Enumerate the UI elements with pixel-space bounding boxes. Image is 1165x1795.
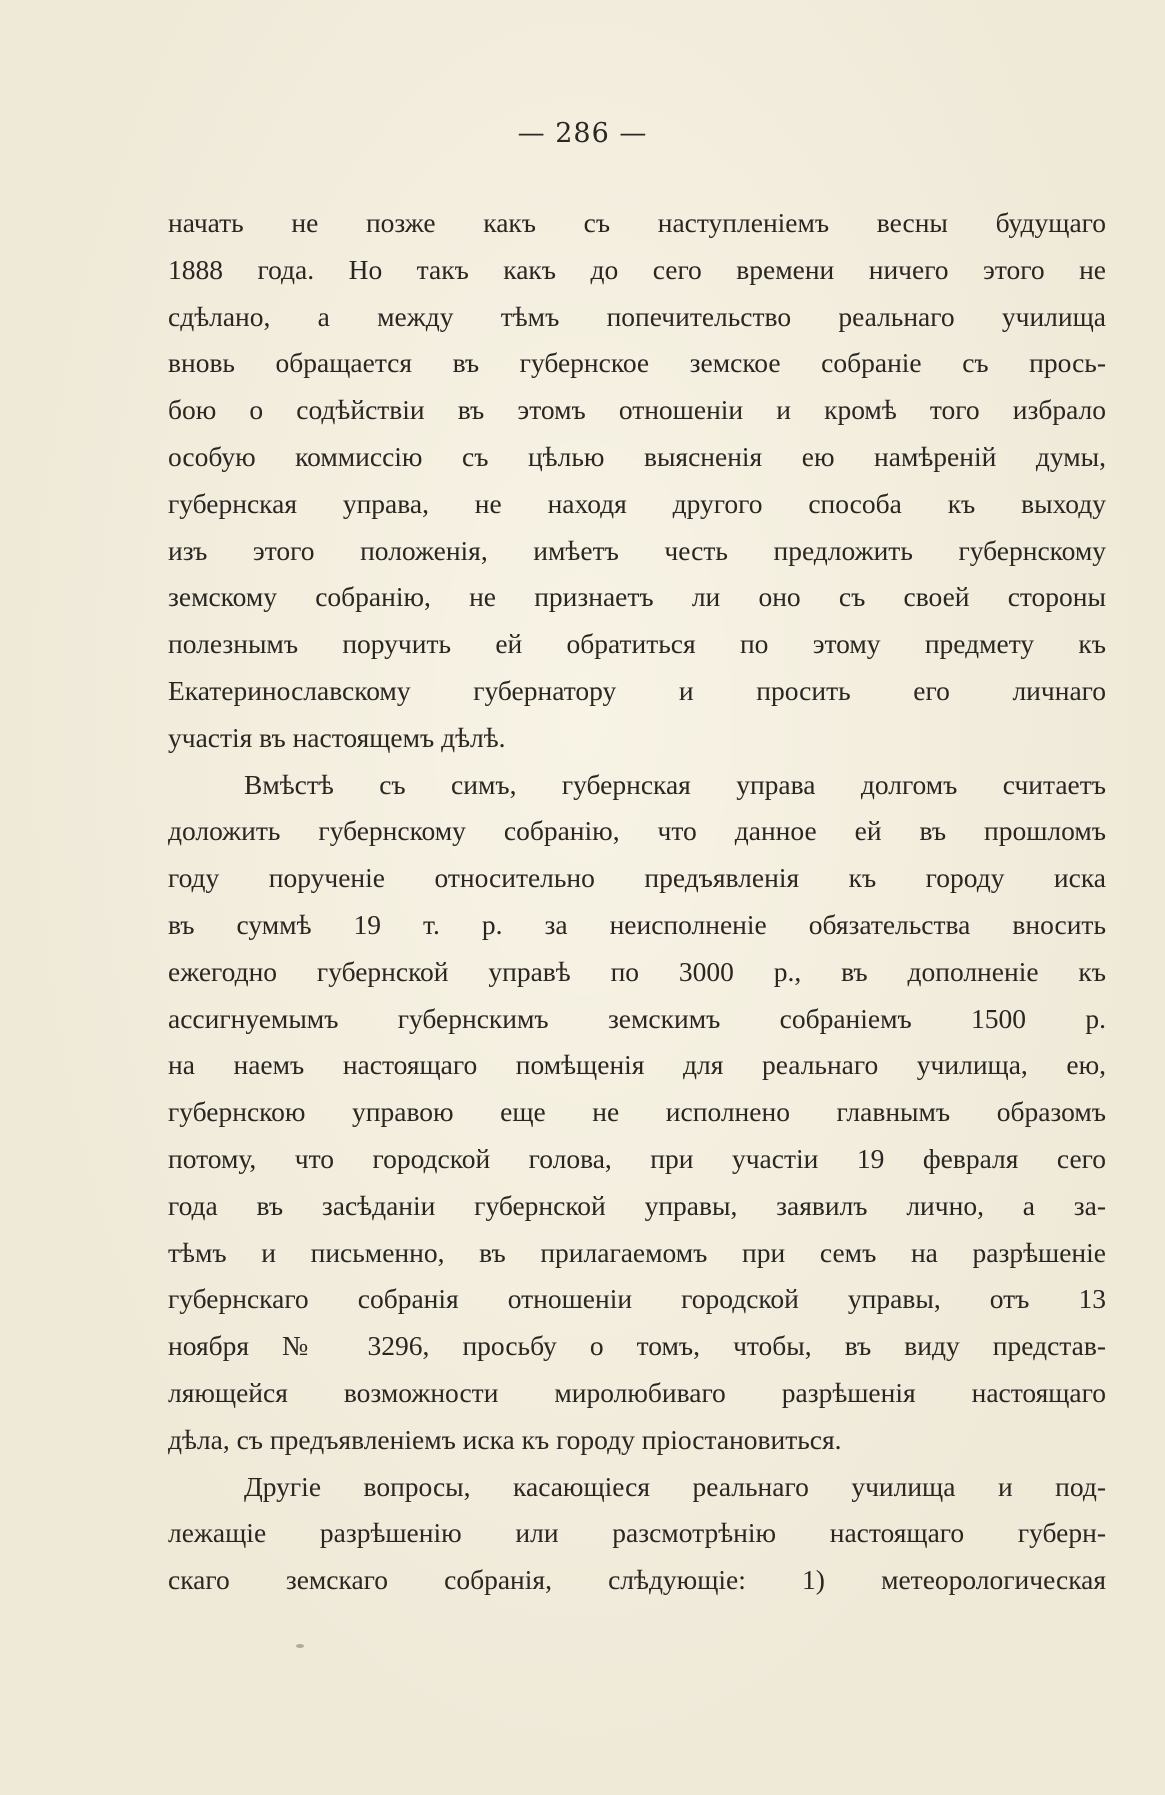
text-line: участія въ настоящемъ дѣлѣ. [168, 721, 506, 753]
text-line: земскому собранію, не признаетъ ли оно съ своей стороны [168, 581, 1106, 613]
text-line: губернская управа, не находя другого способа къ выходу [168, 487, 1106, 519]
text-line: тѣмъ и письменно, въ прилагаемомъ при семъ на разрѣшеніе [168, 1236, 1106, 1268]
text-line: потому, что городской голова, при участіи 19 февраля сего [168, 1142, 1106, 1174]
text-line: ежегодно губернской управѣ по 3000 р., въ дополненіе къ [168, 955, 1106, 987]
text-line: дѣла, съ предъявленіемъ иска къ городу пріостановиться. [168, 1423, 842, 1455]
text-line: особую коммиссію съ цѣлью выясненія ею намѣреній думы, [168, 440, 1106, 472]
text-line: вновь обращается въ губернское земское собраніе съ прось- [168, 347, 1106, 379]
text-line: лежащіе разрѣшенію или разсмотрѣнію настоящаго губерн- [168, 1517, 1106, 1549]
text-line: скаго земскаго собранія, слѣдующіе: 1) метеорологическая [168, 1564, 1106, 1596]
body-text [168, 200, 1106, 1604]
paragraph-start-line: Вмѣстѣ съ симъ, губернская управа долгомъ считаетъ [244, 768, 1106, 800]
text-line: ноября № 3296, просьбу о томъ, чтобы, въ виду представ- [168, 1330, 1106, 1362]
text-line: бою о содѣйствіи въ этомъ отношеніи и кромѣ того избрало [168, 394, 1106, 426]
text-line: начать не позже какъ съ наступленіемъ весны будущаго [168, 207, 1106, 238]
text-line: въ суммѣ 19 т. р. за неисполненіе обязательства вносить [168, 908, 1106, 940]
ink-speck [296, 1644, 304, 1648]
text-line: доложить губернскому собранію, что данное ей въ прошломъ [168, 815, 1106, 847]
text-line: сдѣлано, а между тѣмъ попечительство реальнаго училища [168, 300, 1106, 332]
text-line: губернскою управою еще не исполнено главнымъ образомъ [168, 1096, 1106, 1128]
text-line: ассигнуемымъ губернскимъ земскимъ собраніемъ 1500 р. [168, 1002, 1106, 1034]
text-line: года въ засѣданіи губернской управы, заявилъ лично, а за- [168, 1189, 1106, 1221]
paragraph-start-line: Другіе вопросы, касающіеся реальнаго училища и под- [244, 1470, 1106, 1502]
text-line: Екатеринославскому губернатору и просить его личнаго [168, 674, 1106, 706]
text-line: 1888 года. Но такъ какъ до сего времени ничего этого не [168, 253, 1106, 285]
text-line: полезнымъ поручить ей обратиться по этому предмету къ [168, 628, 1106, 660]
text-line: ляющейся возможности миролюбиваго разрѣшенія настоящаго [168, 1376, 1106, 1408]
text-line: году порученіе относительно предъявленія къ городу иска [168, 862, 1106, 894]
page-number: — 286 — [517, 118, 648, 149]
text-line: на наемъ настоящаго помѣщенія для реальнаго училища, ею, [168, 1049, 1106, 1081]
text-line: губернскаго собранія отношеніи городской управы, отъ 13 [168, 1283, 1106, 1315]
text-line: изъ этого положенія, имѣетъ честь предложить губернскому [168, 534, 1106, 566]
